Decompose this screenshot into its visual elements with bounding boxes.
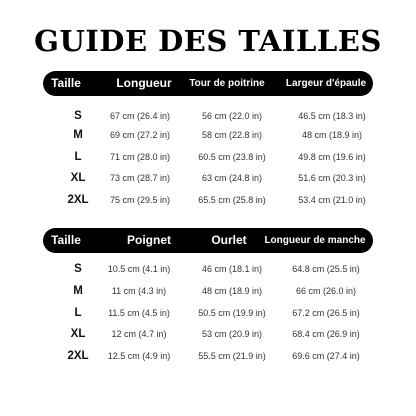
shoulder-value: 48 cm (18.9 in): [301, 130, 363, 140]
size-label: M: [73, 129, 83, 141]
length-value: 69 cm (27.2 in): [109, 130, 171, 140]
sleeve-value: 64.8 cm (25.5 in): [292, 264, 360, 274]
header-hem: Ourlet: [211, 233, 247, 247]
table-row: [43, 125, 373, 145]
header-size: Taille: [51, 233, 81, 247]
length-value: 73 cm (28.7 in): [109, 173, 171, 183]
hem-value: 53 cm (20.9 in): [201, 329, 263, 339]
table-row: [43, 106, 373, 126]
page-title: GUIDE DES TAILLES: [34, 24, 382, 58]
table-header: [43, 228, 373, 253]
header-length: Longueur: [116, 76, 172, 90]
length-value: 67 cm (26.4 in): [109, 111, 171, 121]
sleeve-value: 66 cm (26.0 in): [295, 286, 357, 296]
size-label: L: [74, 151, 82, 163]
table-row: [43, 147, 373, 167]
shoulder-value: 53.4 cm (21.0 in): [298, 195, 366, 205]
size-label: 2XL: [67, 350, 89, 362]
wrist-value: 11.5 cm (4.5 in): [108, 308, 170, 318]
wrist-value: 12.5 cm (4.9 in): [107, 351, 171, 361]
table-header: [43, 71, 373, 96]
shoulder-value: 46.5 cm (18.3 in): [298, 111, 366, 121]
header-size: Taille: [51, 76, 81, 90]
table-row: [43, 259, 373, 279]
table-row: [43, 281, 373, 301]
hem-value: 48 cm (18.9 in): [201, 286, 263, 296]
table-row: [43, 324, 373, 344]
chest-value: 56 cm (22.0 in): [201, 111, 263, 121]
header-wrist: Poignet: [127, 233, 171, 247]
size-table-2: [43, 228, 373, 362]
hem-value: 55.5 cm (21.9 in): [198, 351, 266, 361]
table-row: [43, 168, 373, 188]
header-chest: Tour de poitrine: [189, 78, 265, 89]
table-row: [43, 303, 373, 323]
table-row: [43, 346, 373, 366]
hem-value: 50.5 cm (19.9 in): [198, 308, 266, 318]
size-label: S: [74, 263, 82, 275]
table-row: [43, 190, 373, 210]
size-table-1: [43, 71, 373, 206]
chest-value: 58 cm (22.8 in): [201, 130, 263, 140]
header-shoulder: Largeur d'épaule: [285, 78, 367, 89]
length-value: 75 cm (29.5 in): [109, 195, 171, 205]
size-label: L: [74, 307, 82, 319]
size-label: M: [73, 285, 83, 297]
size-label: 2XL: [67, 194, 89, 206]
chest-value: 63 cm (24.8 in): [201, 173, 263, 183]
wrist-value: 12 cm (4.7 in): [111, 329, 167, 339]
shoulder-value: 49.8 cm (19.6 in): [298, 152, 366, 162]
wrist-value: 10.5 cm (4.1 in): [107, 264, 171, 274]
sleeve-value: 69.6 cm (27.4 in): [292, 351, 360, 361]
shoulder-value: 51.6 cm (20.3 in): [298, 173, 366, 183]
chest-value: 65.5 cm (25.8 in): [198, 195, 266, 205]
hem-value: 46 cm (18.1 in): [201, 264, 263, 274]
size-label: S: [74, 110, 82, 122]
size-label: XL: [70, 328, 86, 340]
chest-value: 60.5 cm (23.8 in): [198, 152, 266, 162]
size-label: XL: [70, 172, 86, 184]
wrist-value: 11 cm (4.3 in): [111, 286, 167, 296]
header-sleeve-length: Longueur de manche: [264, 235, 366, 246]
sleeve-value: 68.4 cm (26.9 in): [292, 329, 360, 339]
sleeve-value: 67.2 cm (26.5 in): [292, 308, 360, 318]
length-value: 71 cm (28.0 in): [109, 152, 171, 162]
